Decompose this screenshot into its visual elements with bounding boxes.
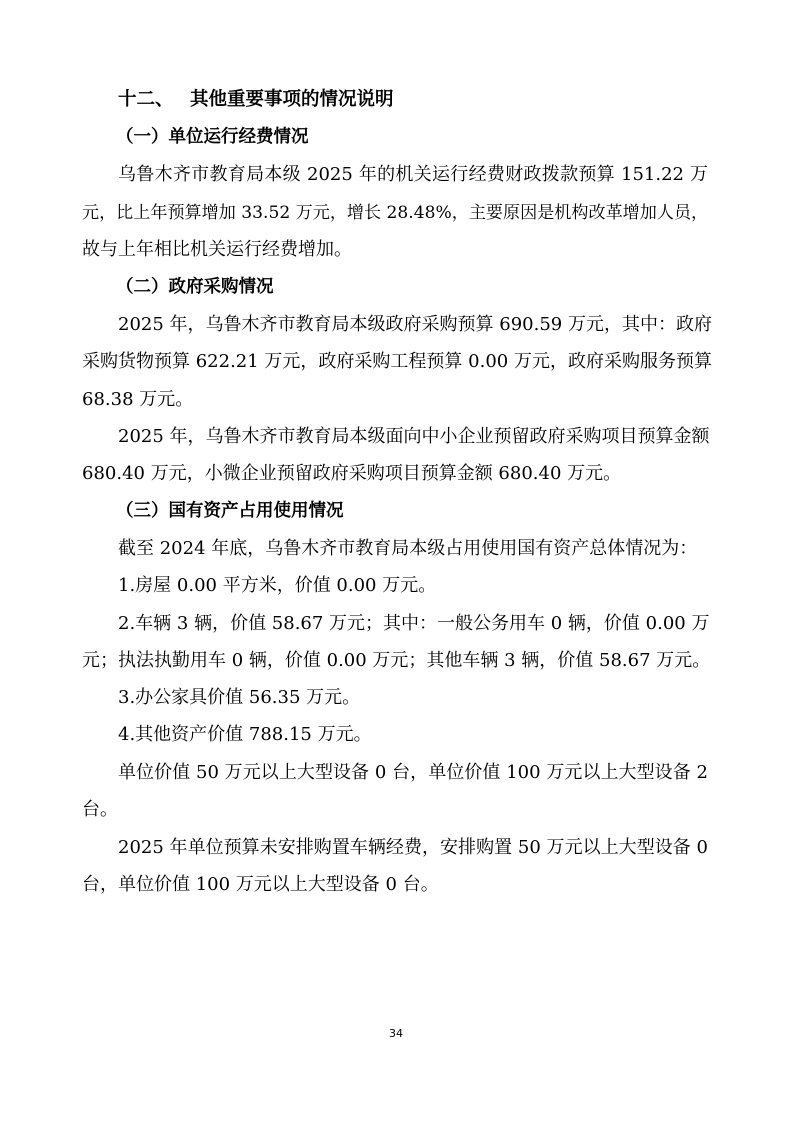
paragraph-line: 单位价值 50 万元以上大型设备 0 台，单位价值 100 万元以上大型设备 2 <box>118 762 708 783</box>
paragraph-line: 680.40 万元，小微企业预留政府采购项目预算金额 680.40 万元。 <box>82 463 622 484</box>
page-number: 34 <box>389 1027 403 1040</box>
paragraph-line: 截至 2024 年底，乌鲁木齐市教育局本级占用使用国有资产总体情况为： <box>118 538 698 559</box>
subsection-heading-1: （一）单位运行经费情况 <box>116 127 309 147</box>
paragraph-line: 3.办公家具价值 56.35 万元。 <box>118 687 361 708</box>
subsection-heading-3: （三）国有资产占用使用情况 <box>116 501 344 521</box>
paragraph-line: 乌鲁木齐市教育局本级 2025 年的机关运行经费财政拨款预算 151.22 万 <box>118 164 708 185</box>
paragraph-line: 2025 年，乌鲁木齐市教育局本级面向中小企业预留政府采购项目预算金额 <box>118 426 710 447</box>
paragraph-line: 68.38 万元。 <box>82 389 194 410</box>
paragraph-line: 4.其他资产价值 788.15 万元。 <box>118 724 372 745</box>
paragraph-line: 采购货物预算 622.21 万元，政府采购工程预算 0.00 万元，政府采购服务预算 <box>82 351 712 372</box>
section-number: 十二、 <box>118 89 174 110</box>
paragraph-line: 台。 <box>82 799 118 820</box>
paragraph-line: 故与上年相比机关运行经费增加。 <box>82 239 352 260</box>
paragraph-line: 元，比上年预算增加 33.52 万元，增长 28.48%，主要原因是机构改革增加人员， <box>82 203 709 223</box>
paragraph-line: 2025 年，乌鲁木齐市教育局本级政府采购预算 690.59 万元，其中：政府 <box>118 314 712 335</box>
paragraph-line: 台，单位价值 100 万元以上大型设备 0 台。 <box>82 874 439 895</box>
paragraph-line: 1.房屋 0.00 平方米，价值 0.00 万元。 <box>118 575 437 596</box>
section-title: 其他重要事项的情况说明 <box>190 89 394 110</box>
paragraph-line: 2025 年单位预算未安排购置车辆经费，安排购置 50 万元以上大型设备 0 <box>118 837 708 858</box>
paragraph-line: 2.车辆 3 辆，价值 58.67 万元；其中：一般公务用车 0 辆，价值 0.00 万 <box>118 613 710 634</box>
paragraph-line: 元；执法执勤用车 0 辆，价值 0.00 万元；其他车辆 3 辆，价值 58.67 万元。 <box>82 650 711 671</box>
subsection-heading-2: （二）政府采购情况 <box>116 277 274 297</box>
